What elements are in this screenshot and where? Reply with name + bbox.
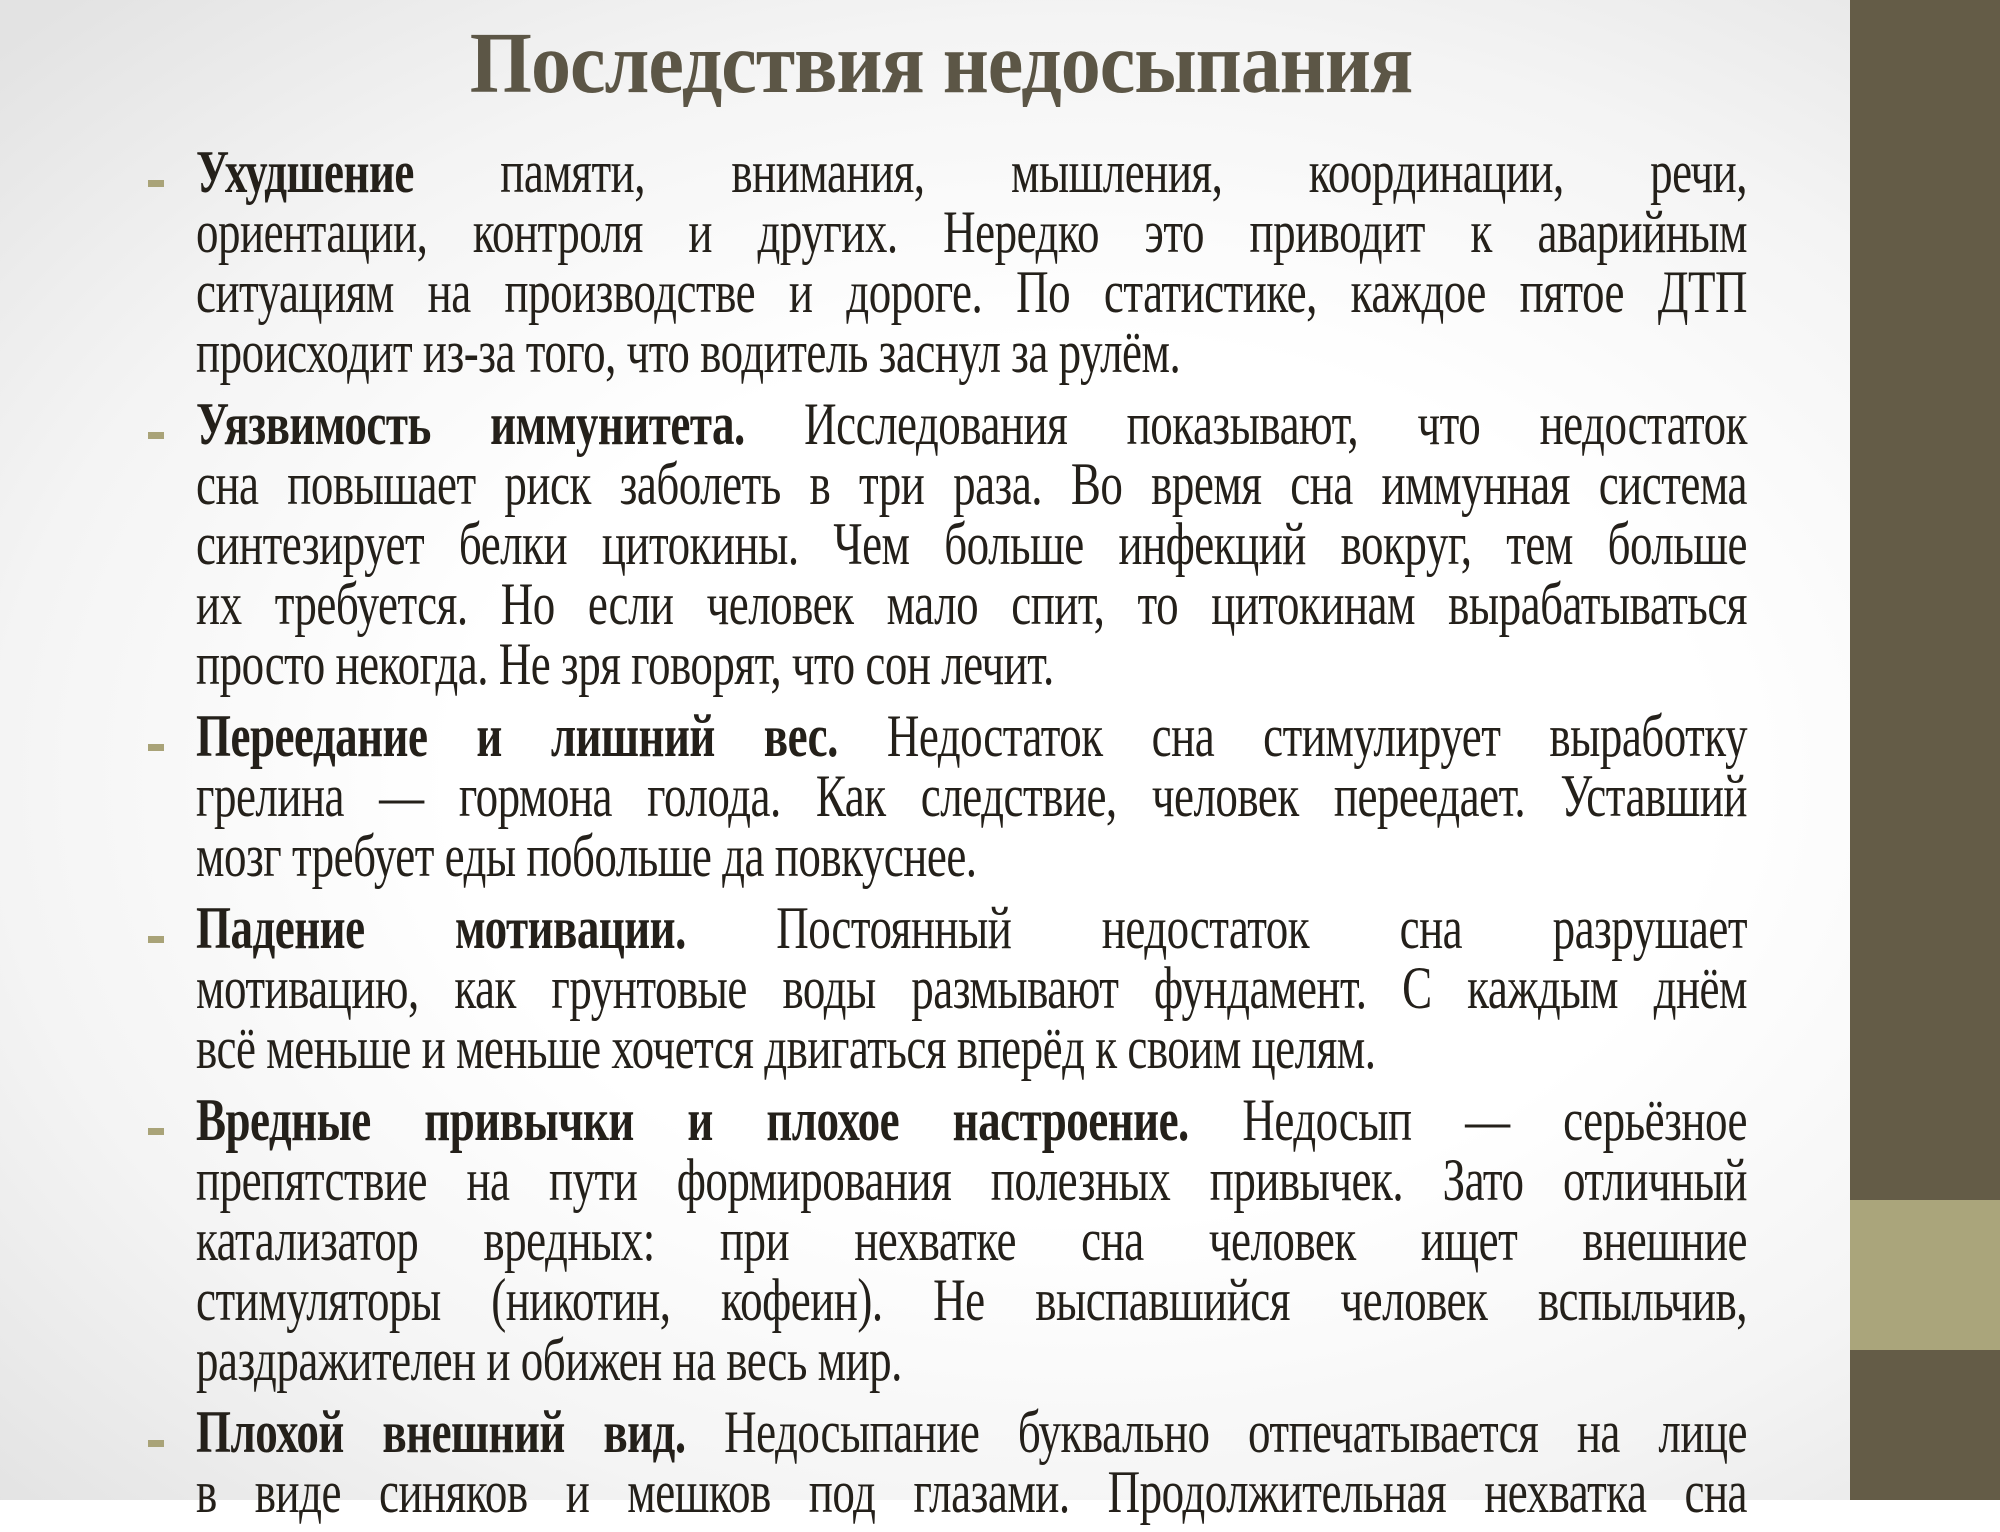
bullet-paragraph [196, 1086, 1747, 1394]
text-line: раздражителен и обижен на весь мир. [196, 1326, 902, 1394]
text-line: стимуляторы (никотин, кофеин). Не выспавшийся человек вспыльчив, [196, 1266, 1747, 1334]
sidebar-accent-square [1850, 1200, 2000, 1350]
bullet-dash-icon [148, 432, 164, 439]
text-line: катализатор вредных: при нехватке сна человек ищет внешние [196, 1206, 1747, 1274]
text-line: Вредные привычки и плохое настроение. Недосып — серьёзное [196, 1086, 1747, 1154]
bullet-dash-icon [148, 1128, 164, 1135]
text-line: грелина — гормона голода. Как следствие, человек переедает. Уставший [196, 762, 1747, 830]
text-line: мотивацию, как грунтовые воды размывают фундамент. С каждым днём [196, 954, 1747, 1022]
text-line: препятствие на пути формирования полезных привычек. Зато отличный [196, 1146, 1747, 1214]
bullet-lead: Ухудшение [196, 138, 414, 206]
bullet-paragraph [196, 702, 1748, 890]
text-line: Падение мотивации. Постоянный недостаток сна разрушает [196, 894, 1748, 962]
bullet-lead: Плохой внешний вид. [196, 1398, 686, 1466]
text-line: ориентации, контроля и других. Нередко это приводит к аварийным [196, 198, 1747, 266]
text-line: сна повышает риск заболеть в три раза. Во время сна иммунная система [196, 450, 1747, 518]
bullet-paragraph [196, 390, 1747, 698]
bullet-item [148, 390, 1747, 698]
text-line: их требуется. Но если человек мало спит, то цитокинам вырабатываться [196, 570, 1747, 638]
text-line: Ухудшение памяти, внимания, мышления, координации, речи, [196, 138, 1747, 206]
bullet-item [148, 138, 1747, 386]
bullet-lead: Падение мотивации. [196, 894, 686, 962]
bullet-lead: Переедание и лишний вес. [196, 702, 838, 770]
bullet-paragraph [196, 1398, 1748, 1526]
bullet-item [148, 1086, 1747, 1394]
text-line: Плохой внешний вид. Недосыпание буквально отпечатывается на лице [196, 1398, 1748, 1466]
bullet-item [148, 702, 1748, 890]
text-line: в виде синяков и мешков под глазами. Продолжительная нехватка сна [196, 1458, 1747, 1526]
bullet-paragraph [196, 138, 1747, 386]
text-line: ситуациям на производстве и дороге. По статистике, каждое пятое ДТП [196, 258, 1747, 326]
text-line: всё меньше и меньше хочется двигаться вперёд к своим целям. [196, 1014, 1376, 1082]
slide-title: Последствия недосыпания [469, 16, 1413, 112]
text-line: синтезирует белки цитокины. Чем больше инфекций вокруг, тем больше [196, 510, 1747, 578]
bullet-dash-icon [148, 936, 164, 943]
bullet-dash-icon [148, 1440, 164, 1447]
bullet-lead: Вредные привычки и плохое настроение. [196, 1086, 1189, 1154]
bullet-dash-icon [148, 744, 164, 751]
text-line: происходит из-за того, что водитель заснул за рулём. [196, 318, 1181, 386]
text-line: Переедание и лишний вес. Недостаток сна стимулирует выработку [196, 702, 1748, 770]
bullet-lead: Уязвимость иммунитета. [196, 390, 745, 458]
text-line: Уязвимость иммунитета. Исследования показывают, что недостаток [196, 390, 1747, 458]
bullet-paragraph [196, 894, 1748, 1082]
sidebar-accent-bar [1850, 0, 2000, 1500]
text-line: мозг требует еды побольше да повкуснее. [196, 822, 977, 890]
bullet-dash-icon [148, 180, 164, 187]
text-line: просто некогда. Не зря говорят, что сон лечит. [196, 630, 1054, 698]
bullet-list [148, 138, 1748, 1526]
bullet-item [148, 894, 1748, 1082]
bullet-item [148, 1398, 1748, 1526]
